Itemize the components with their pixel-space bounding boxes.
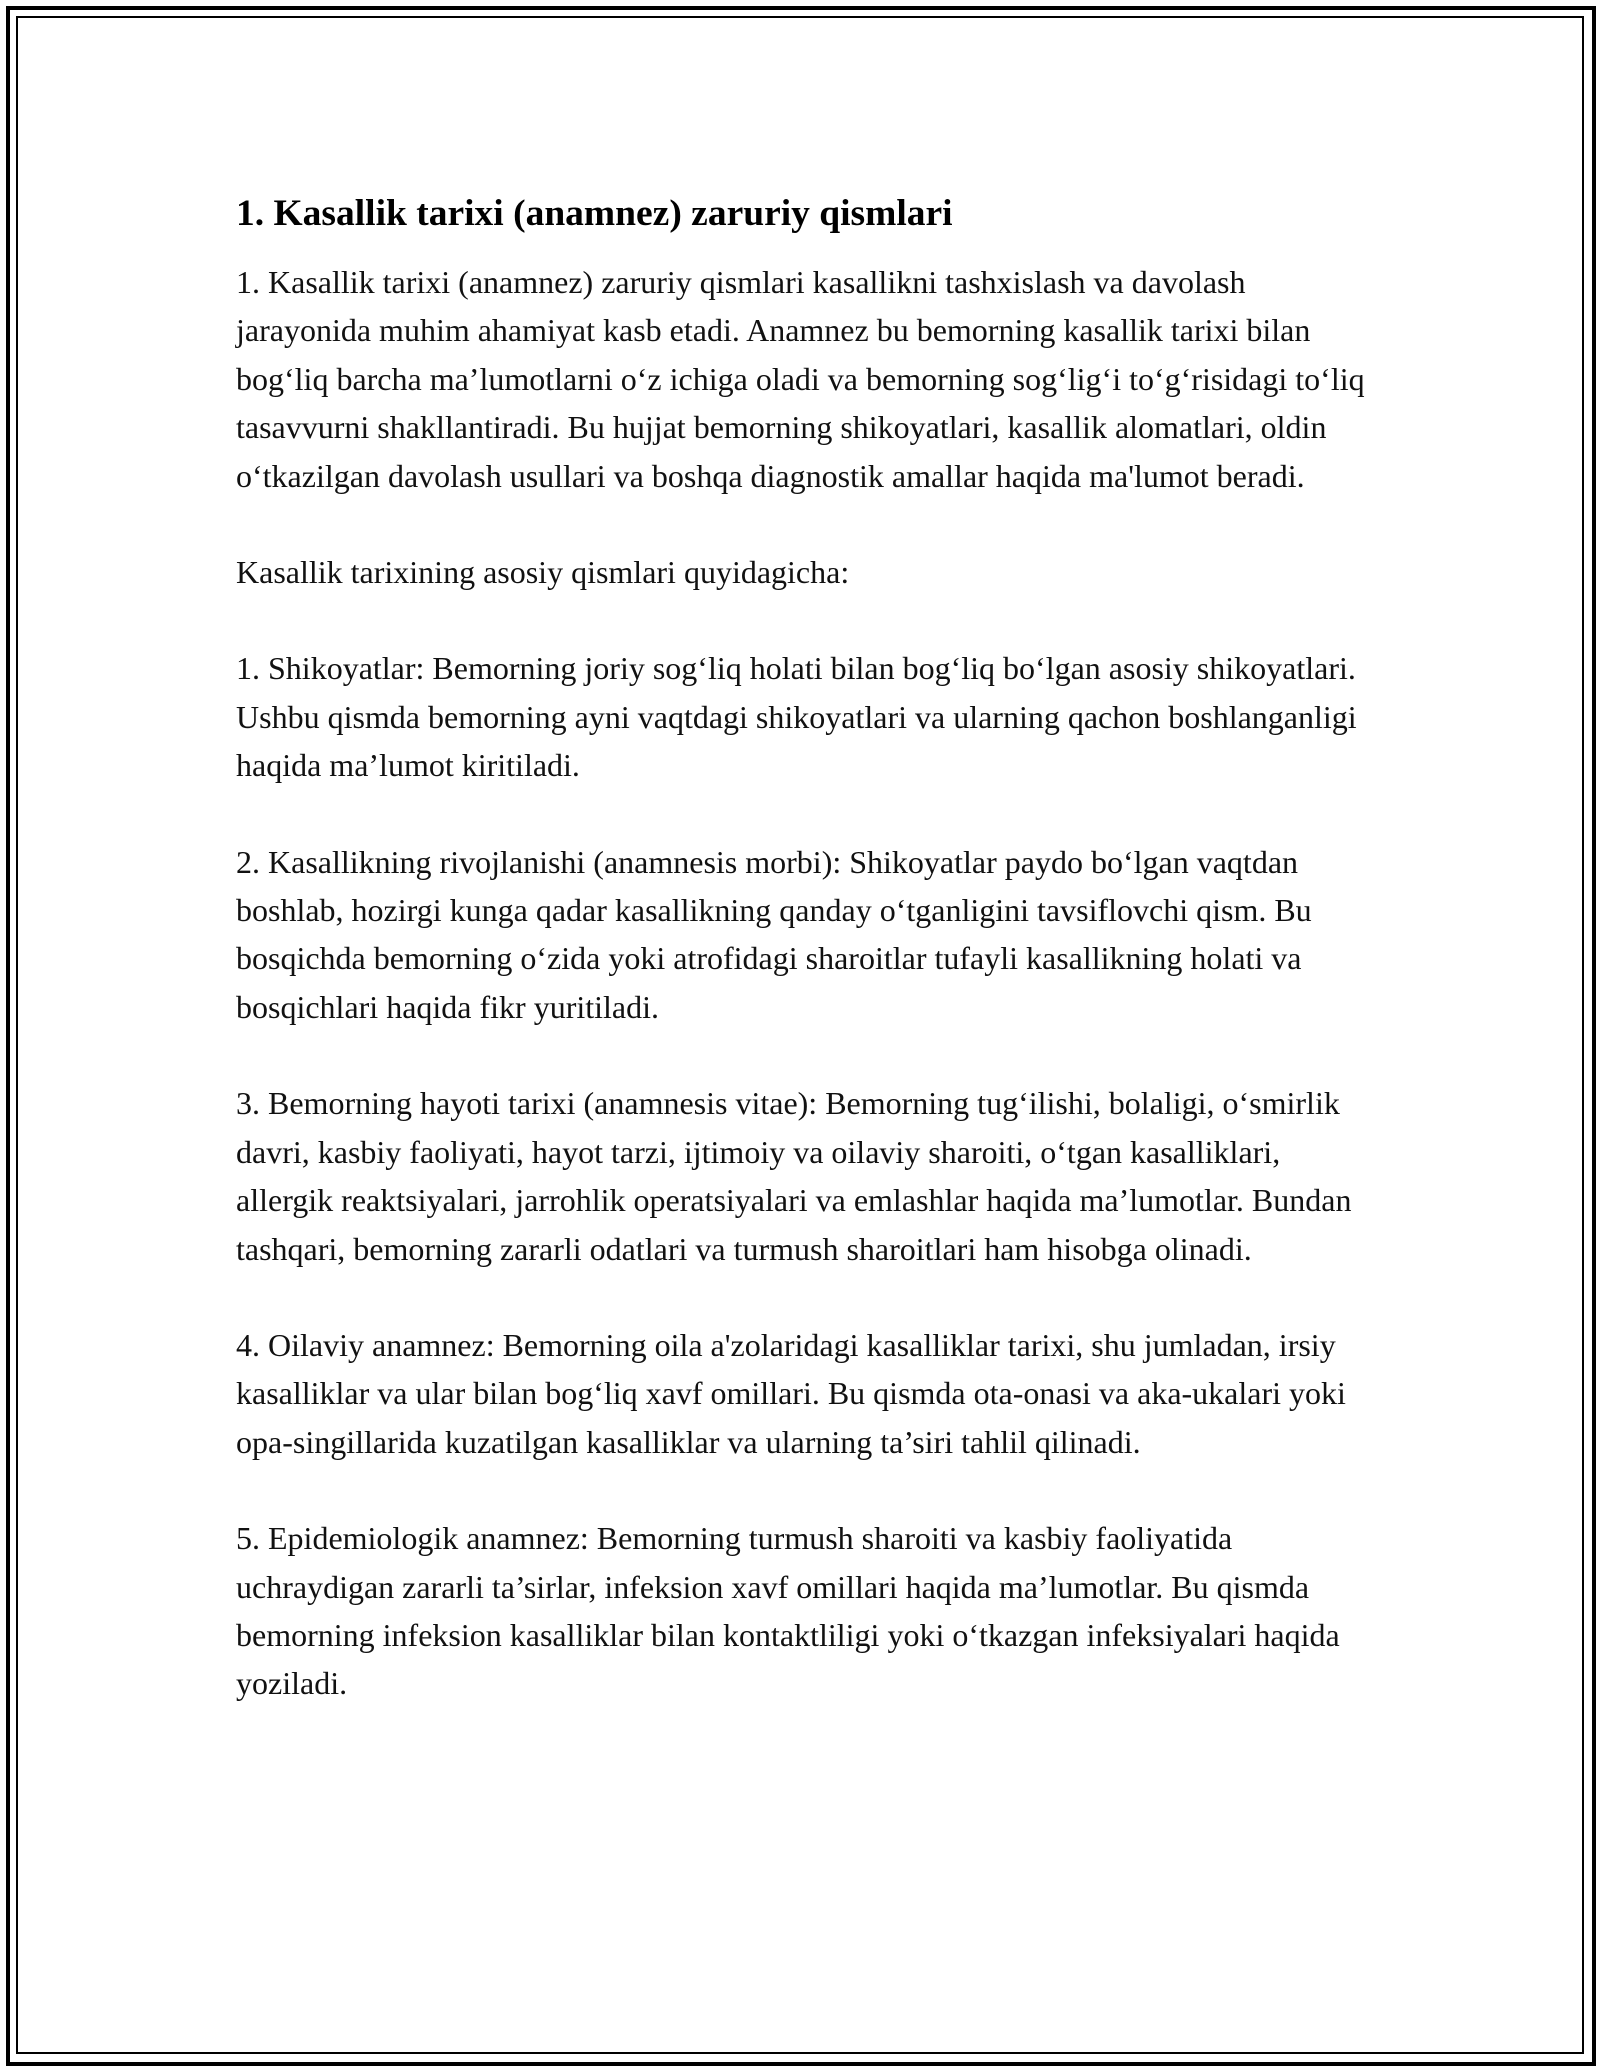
spacer: [236, 500, 1376, 548]
spacer: [236, 1031, 1376, 1079]
spacer: [236, 1466, 1376, 1514]
section-item-complaints: 1. Shikoyatlar: Bemorning joriy sog‘liq holati bilan bog‘liq bo‘lgan asosiy shikoyatlari. Ushbu qismda bemorning ayni vaqtdagi shikoyatlari va ularning qachon boshlanganligi haqida ma’lumot kiritiladi.: [236, 650, 1357, 784]
section-item-epidemiological-anamnesis: 5. Epidemiologik anamnez: Bemorning turmush sharoiti va kasbiy faoliyatida uchraydigan zararli ta’sirlar, infeksion xavf omillari haqida ma’lumotlar. Bu qismda bemorning infeksion kasalliklar bilan kontaktliligi yoki o‘tkazgan infeksiyalari haqida yoziladi.: [236, 1520, 1340, 1702]
spacer: [236, 790, 1376, 838]
intro-paragraph: 1. Kasallik tarixi (anamnez) zaruriy qismlari kasallikni tashxislash va davolash jarayonida muhim ahamiyat kasb etadi. Anamnez bu bemorning kasallik tarixi bilan bog‘liq barcha ma’lumotlarni o‘z ichiga oladi va bemorning sog‘lig‘i to‘g‘risidagi to‘liq tasavvurni shakllantiradi. Bu hujjat bemorning shikoyatlari, kasallik alomatlari, oldin o‘tkazilgan davolash usullari va boshqa diagnostik amallar haqida ma'lumot beradi.: [236, 264, 1365, 494]
document-title: 1. Kasallik tarixi (anamnez) zaruriy qismlari: [236, 193, 953, 234]
spacer: [236, 1273, 1376, 1321]
section-item-family-anamnesis: 4. Oilaviy anamnez: Bemorning oila a'zolaridagi kasalliklar tarixi, shu jumladan, irsiy kasalliklar va ular bilan bog‘liq xavf omillari. Bu qismda ota-onasi va aka-ukalari yoki opa-singillarida kuzatilgan kasalliklar va ularning ta’siri tahlil qilinadi.: [236, 1326, 1346, 1460]
section-item-anamnesis-morbi: 2. Kasallikning rivojlanishi (anamnesis morbi): Shikoyatlar paydo bo‘lgan vaqtdan boshlab, hozirgi kunga qadar kasallikning qanday o‘tganligini tavsiflovchi qism. Bu bosqichda bemorning o‘zida yoki atrofidagi sharoitlar tufayli kasallikning holati va bosqichlari haqida fikr yuritiladi.: [236, 843, 1312, 1025]
section-item-anamnesis-vitae: 3. Bemorning hayoti tarixi (anamnesis vitae): Bemorning tug‘ilishi, bolaligi, o‘smirlik davri, kasbiy faoliyati, hayot tarzi, ijtimoiy va oilaviy sharoiti, o‘tgan kasalliklari, allergik reaktsiyalari, jarrohlik operatsiyalari va emlashlar haqida ma’lumotlar. Bundan tashqari, bemorning zararli odatlari va turmush sharoitlari ham hisobga olinadi.: [236, 1085, 1352, 1267]
spacer: [236, 596, 1376, 644]
spacer: [236, 242, 1376, 258]
document-body: [236, 186, 1376, 1708]
lead-paragraph: Kasallik tarixining asosiy qismlari quyidagicha:: [236, 554, 850, 591]
